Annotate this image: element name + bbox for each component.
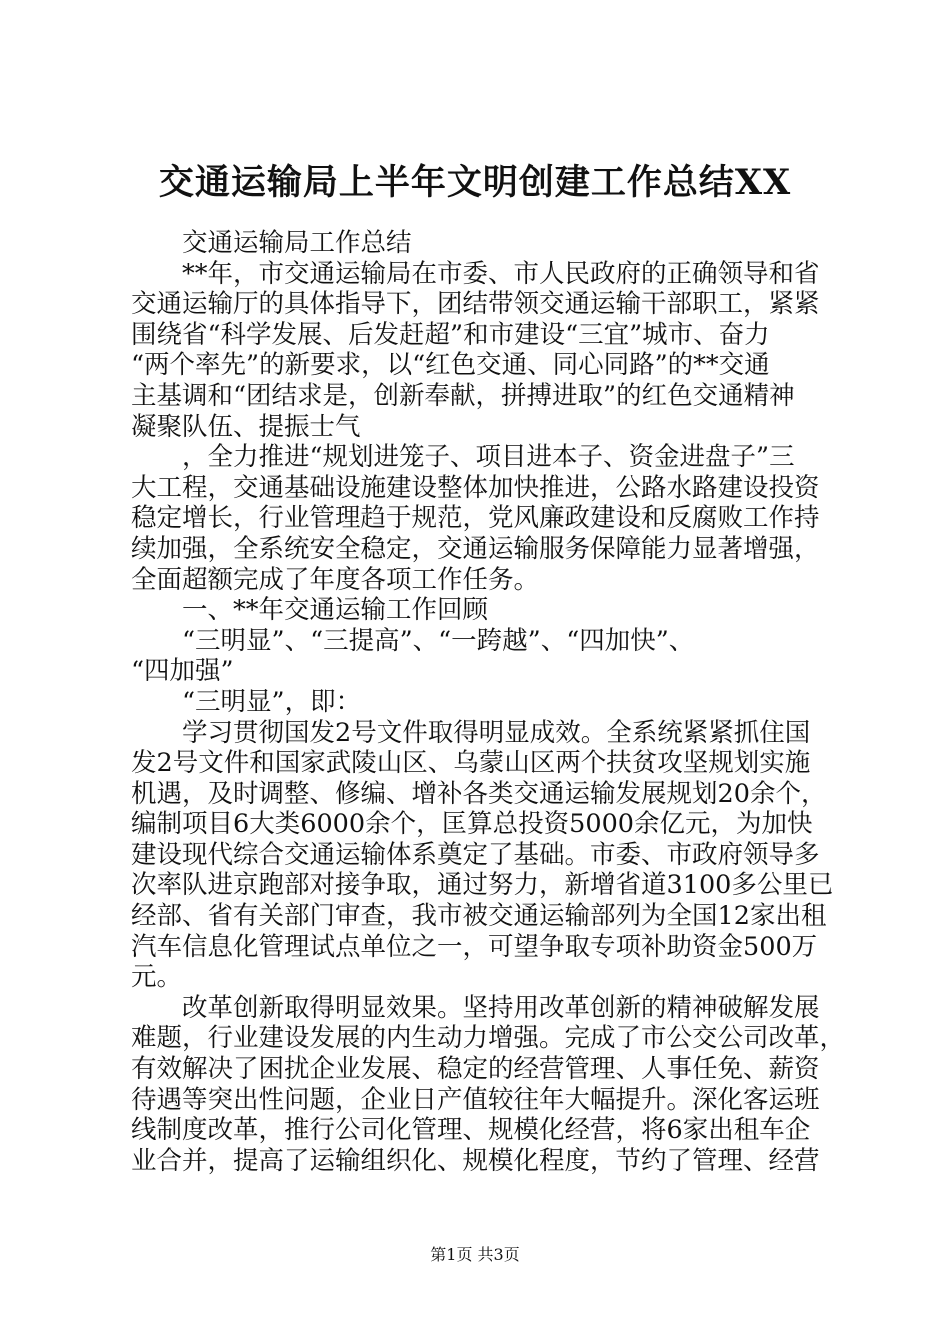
body-line: 次率队进京跑部对接争取，通过努力，新增省道3100多公里已: [131, 870, 834, 901]
body-line: 发2号文件和国家武陵山区、乌蒙山区两个扶贫攻坚规划实施: [131, 748, 811, 779]
body-line: 交通运输局工作总结: [131, 228, 412, 258]
body-line: 线制度改革，推行公司化管理、规模化经营，将6家出租车企: [131, 1115, 811, 1146]
body-line: 经部、省有关部门审查，我市被交通运输部列为全国12家出租: [131, 901, 827, 932]
body-line: 主基调和“团结求是，创新奉献，拼搏进取”的红色交通精神: [131, 380, 795, 411]
body-line: “四加强”: [131, 656, 234, 687]
body-line: “两个率先”的新要求，以“红色交通、同心同路”的**交通: [131, 350, 770, 381]
body-line: 全面超额完成了年度各项工作任务。: [131, 564, 540, 595]
body-line: 有效解决了困扰企业发展、稳定的经营管理、人事任免、薪资: [131, 1054, 820, 1085]
body-line: 学习贯彻国发2号文件取得明显成效。全系统紧紧抓住国: [131, 717, 811, 748]
body-line: 续加强，全系统安全稳定，交通运输服务保障能力显著增强，: [131, 533, 820, 564]
body-line: 围绕省“科学发展、后发赶超”和市建设“三宜”城市、奋力: [131, 319, 770, 350]
body-line: 业合并，提高了运输组织化、规模化程度，节约了管理、经营: [131, 1145, 820, 1176]
body-line: ，全力推进“规划进笼子、项目进本子、资金进盘子”三: [131, 442, 795, 473]
body-line: 交通运输厅的具体指导下，团结带领交通运输干部职工，紧紧: [131, 289, 820, 320]
body-line: 凝聚队伍、提振士气: [131, 411, 361, 442]
body-line: 大工程，交通基础设施建设整体加快推进，公路水路建设投资: [131, 472, 820, 503]
document-title: 交通运输局上半年文明创建工作总结XX: [158, 162, 792, 203]
body-line: “三明显”、“三提高”、“一跨越”、“四加快”、: [131, 625, 695, 656]
body-line: 机遇，及时调整、修编、增补各类交通运输发展规划20余个，: [131, 778, 827, 809]
body-line: 建设现代综合交通运输体系奠定了基础。市委、市政府领导多: [131, 839, 820, 870]
body-line: 待遇等突出性问题，企业日产值较往年大幅提升。深化客运班: [131, 1084, 820, 1115]
body-line: 一、**年交通运输工作回顾: [131, 595, 489, 626]
body-line: 改革创新取得明显效果。坚持用改革创新的精神破解发展: [131, 992, 820, 1023]
body-line: “三明显”，即：: [131, 686, 362, 717]
body-line: 元。: [131, 962, 183, 993]
page-footer: 第1页 共3页: [430, 1245, 520, 1264]
body-line: 编制项目6大类6000余个，匡算总投资5000余亿元，为加快: [131, 809, 813, 840]
document-body: [131, 228, 846, 1176]
body-line: 汽车信息化管理试点单位之一，可望争取专项补助资金500万: [131, 931, 818, 962]
body-line: 稳定增长，行业管理趋于规范，党风廉政建设和反腐败工作持: [131, 503, 820, 534]
body-line: **年，市交通运输局在市委、市人民政府的正确领导和省: [131, 258, 820, 289]
body-line: 难题，行业建设发展的内生动力增强。完成了市公交公司改革，: [131, 1023, 846, 1054]
